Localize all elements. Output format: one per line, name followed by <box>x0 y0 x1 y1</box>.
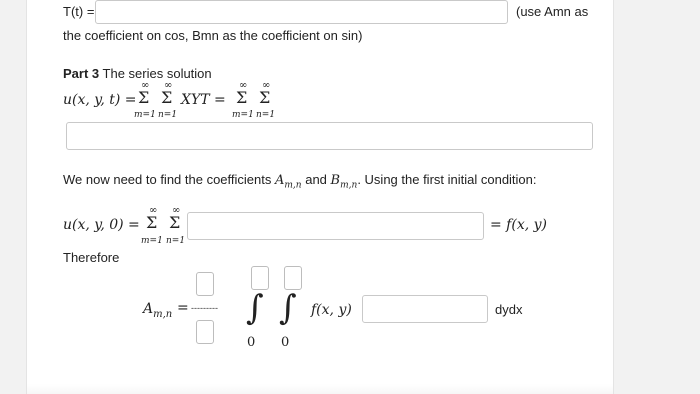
sum4-upper: ∞ <box>262 80 271 91</box>
denominator-input[interactable] <box>196 320 214 344</box>
sum4-sigma: Σ <box>259 88 271 107</box>
amn-formula-equals: = <box>177 300 189 316</box>
initial-rhs: = f(x, y) <box>490 217 547 233</box>
integral1-lower: 0 <box>247 335 256 350</box>
b-mn-symbol <box>330 173 358 191</box>
sum5-upper: ∞ <box>149 205 158 216</box>
integrand: f(x, y) <box>311 302 352 318</box>
sum3-lower: m=1 <box>232 110 254 120</box>
sum6-lower: n=1 <box>166 236 186 246</box>
sum3-upper: ∞ <box>239 80 248 91</box>
sum2-lower: n=1 <box>158 110 178 120</box>
sum5-sigma: Σ <box>146 213 158 232</box>
amn-formula-subscript: m,n <box>153 308 173 320</box>
initial-lhs: u(x, y, 0) = <box>63 217 140 233</box>
amn-formula-letter: A <box>143 301 154 317</box>
sum2-sigma: Σ <box>161 88 173 107</box>
b-mn-letter: B <box>330 173 341 188</box>
therefore-label: Therefore <box>63 250 120 265</box>
series-lhs: u(x, y, t) = <box>63 92 137 108</box>
cut-off-content <box>27 384 613 394</box>
part3-label: Part 3 <box>63 66 100 81</box>
sum4-lower: n=1 <box>256 110 276 120</box>
coefficients-sentence <box>63 172 537 191</box>
b-mn-subscript: m,n <box>340 180 358 191</box>
part3-title: The series solution <box>102 66 212 81</box>
amn-note: (use Amn as <box>516 4 589 19</box>
sum1-sigma: Σ <box>138 88 150 107</box>
a-mn-letter: A <box>275 173 285 188</box>
sum1-lower: m=1 <box>134 110 156 120</box>
dydx-label: dydx <box>495 302 523 317</box>
series-answer-input[interactable] <box>66 122 593 150</box>
sum6-upper: ∞ <box>172 205 181 216</box>
integral1-sign: ∫ <box>246 288 264 328</box>
initial-condition-input[interactable] <box>187 212 484 240</box>
fraction-bar: --------- <box>191 303 218 313</box>
integral2-sign: ∫ <box>279 288 297 328</box>
amn-formula-lhs <box>143 301 172 320</box>
coefficient-note: the coefficient on cos, Bmn as the coefficient on sin) <box>63 28 363 43</box>
a-mn-subscript: m,n <box>284 180 302 191</box>
sum1-upper: ∞ <box>141 80 150 91</box>
sum2-upper: ∞ <box>164 80 173 91</box>
coef-and: and <box>305 172 327 187</box>
numerator-input[interactable] <box>196 272 214 296</box>
a-mn-symbol <box>275 173 302 191</box>
tt-input[interactable] <box>95 0 508 24</box>
integral2-upper-input[interactable] <box>284 266 302 290</box>
coef-text-before: We now need to find the coefficients <box>63 172 272 187</box>
integrand-input[interactable] <box>362 295 488 323</box>
series-mid: XYT = <box>181 92 226 108</box>
sum5-lower: m=1 <box>141 236 163 246</box>
sum6-sigma: Σ <box>169 213 181 232</box>
integral2-lower: 0 <box>281 335 290 350</box>
sum3-sigma: Σ <box>236 88 248 107</box>
question-panel <box>26 0 614 394</box>
integral1-upper-input[interactable] <box>251 266 269 290</box>
coef-text-after: . Using the first initial condition: <box>357 172 537 187</box>
part3-heading <box>63 66 212 81</box>
tt-label: T(t) = <box>63 4 95 19</box>
